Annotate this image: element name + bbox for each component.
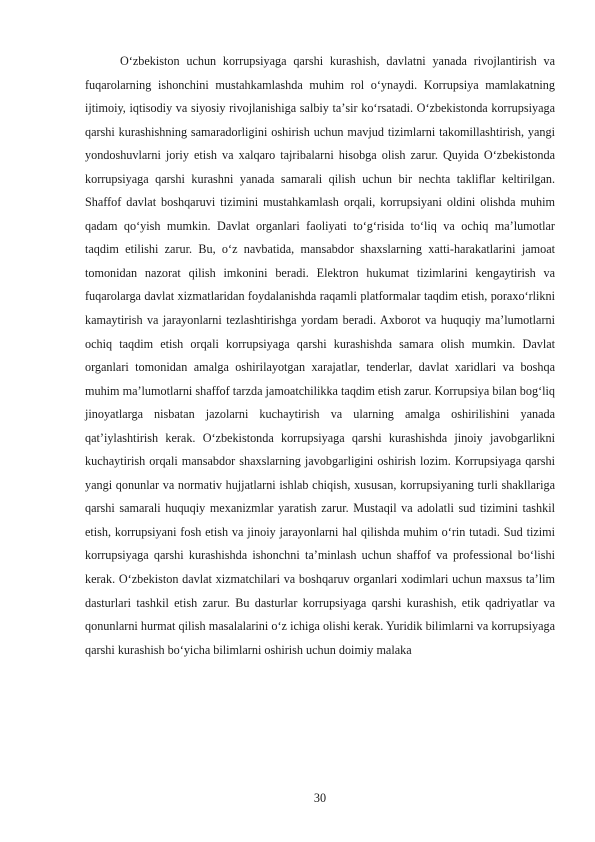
body-paragraph: Oʻzbekiston uchun korrupsiyaga qarshi kurashish, davlatni yanada rivojlantirish va fuqarolarning ishonchini mustahkamlashda muhim rol oʻynaydi. Korrupsiya mamlakatning ijtimoiy, iqtisodiy va siyosiy rivojlanishiga salbiy taʼsir koʻrsatadi. Oʻzbekistonda korrupsiyaga qarshi kurashishning samaradorligini oshirish uchun mavjud tizimlarni takomillashtirish, yangi yondoshuvlarni joriy etish va xalqaro tajribalarni hisobga olish zarur. Quyida Oʻzbekistonda korrupsiyaga qarshi kurashni yanada samarali qilish uchun bir nechta takliflar keltirilgan. Shaffof davlat boshqaruvi tizimini mustahkamlash orqali, korrupsiyani oldini olishda muhim qadam qoʻyish mumkin. Davlat organlari faoliyati toʻgʻrisida toʻliq va ochiq maʼlumotlar taqdim etilishi zarur. Bu, oʻz navbatida, mansabdor shaxslarning xatti-harakatlarini jamoat tomonidan nazorat qilish imkonini beradi. Elektron hukumat tizimlarini kengaytirish va fuqarolarga davlat xizmatlaridan foydalanishda raqamli platformalar taqdim etish, poraxoʻrlikni kamaytirish va jarayonlarni tezlashtirishga yordam beradi. Axborot va huquqiy maʼlumotlarni ochiq taqdim etish orqali korrupsiyaga qarshi kurashishda samara olish mumkin. Davlat organlari tomonidan amalga oshirilayotgan xarajatlar, tenderlar, davlat xaridlari va boshqa muhim maʼlumotlarni shaffof tarzda jamoatchilikka taqdim etish zarur. Korrupsiya bilan bogʻliq jinoyatlarga nisbatan jazolarni kuchaytirish va ularning amalga oshirilishini yanada qatʼiylashtirish kerak. Oʻzbekistonda korrupsiyaga qarshi kurashishda jinoiy javobgarlikni kuchaytirish orqali mansabdor shaxslarning javobgarligini oshirish lozim. Korrupsiyaga qarshi yangi qonunlar va normativ hujjatlarni ishlab chiqish, xususan, korrupsiyaning turli shakllariga qarshi samarali huquqiy mexanizmlar yaratish zarur. Mustaqil va adolatli sud tizimini tashkil etish, korrupsiyani fosh etish va jinoiy jarayonlarni hal qilishda muhim oʻrin tutadi. Sud tizimi korrupsiyaga qarshi kurashishda ishonchni taʼminlash uchun shaffof va professional boʻlishi kerak. Oʻzbekiston davlat xizmatchilari va boshqaruv organlari xodimlari uchun maxsus taʼlim dasturlari tashkil etish zarur. Bu dasturlar korrupsiyaga qarshi kurashish, etik qadriyatlar va qonunlarni hurmat qilish masalalarini oʻz ichiga olishi kerak. Yuridik bilimlarni va korrupsiyaga qarshi kurashish boʻyicha bilimlarni oshirish uchun doimiy malaka (85, 54, 555, 657)
page-number: 30 (313, 791, 327, 805)
